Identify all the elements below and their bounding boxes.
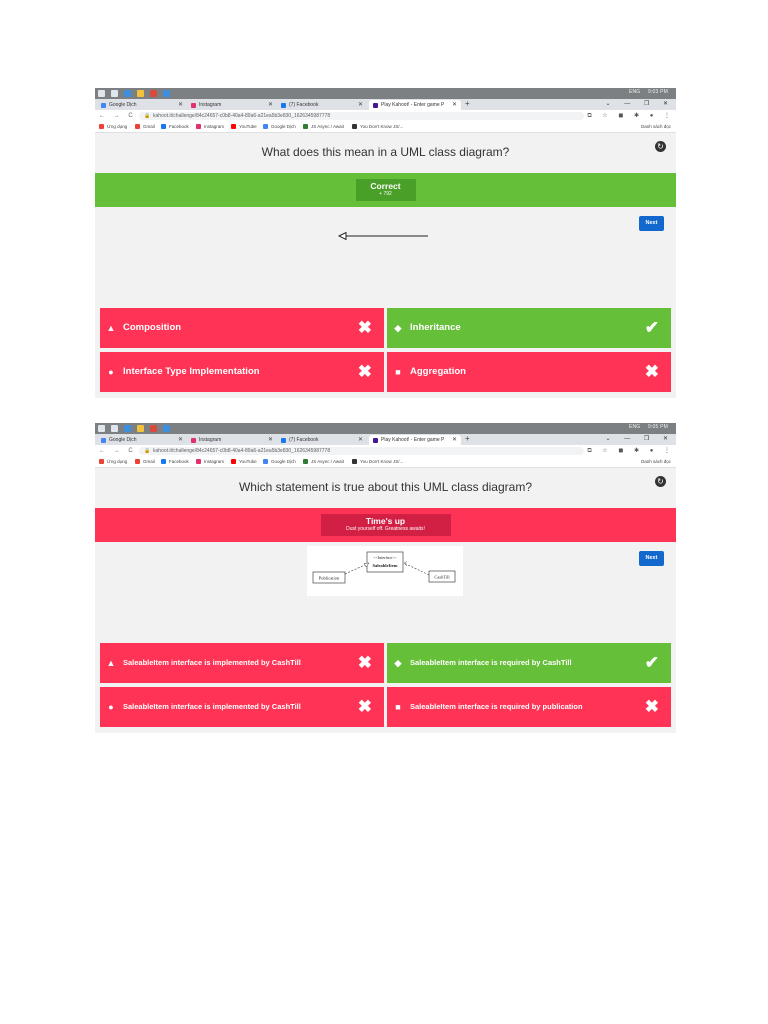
answer-label: Aggregation	[410, 366, 466, 377]
answer-label: SaleableItem interface is required by CashTill	[410, 658, 572, 667]
file-explorer-icon[interactable]	[137, 90, 144, 97]
answer-option[interactable]	[387, 687, 671, 727]
bookmark-facebook[interactable]	[161, 122, 189, 132]
w3-icon	[303, 459, 308, 464]
bookmark-label: Instagram	[204, 124, 225, 129]
result-pill	[321, 514, 451, 536]
uml-diagram-image	[307, 546, 463, 596]
address-bar-row	[95, 110, 676, 122]
url-text: kahoot.it/challenge/84c24657-c0b8-40a4-89a6-a21ea5b3e830_1626345987778	[153, 113, 331, 119]
gmail-icon	[135, 124, 140, 129]
question-title: Which statement is true about this UML class diagram?	[238, 480, 532, 494]
instagram-icon	[191, 103, 196, 108]
browser-tab-active[interactable]	[369, 435, 461, 445]
facebook-icon	[161, 124, 166, 129]
bookmark-star-icon[interactable]: ☆	[602, 448, 608, 454]
question-title: What does this mean in a UML class diagram?	[261, 145, 510, 159]
windows-start-icon[interactable]	[98, 425, 105, 432]
answer-label: Inheritance	[410, 322, 461, 333]
answer-option[interactable]	[387, 308, 671, 348]
apps-grid-icon	[99, 459, 104, 464]
bookmarks-bar	[95, 122, 676, 133]
tab-label: Play Kahoot! - Enter game P	[381, 437, 445, 443]
facebook-icon	[161, 459, 166, 464]
bookmark-label: YouTube	[239, 124, 257, 129]
check-icon: ✔	[644, 318, 659, 337]
minimize-button[interactable]: —	[624, 101, 631, 107]
tab-label: Google Dịch	[109, 102, 137, 108]
cross-icon: ✖	[644, 697, 659, 716]
bookmark-label: Instagram	[204, 459, 225, 464]
bookmark-label: YouTube	[239, 459, 257, 464]
language-indicator[interactable]: ENG	[628, 89, 641, 95]
bookmark-apps[interactable]	[99, 457, 127, 467]
w3-icon	[303, 124, 308, 129]
maximize-button[interactable]: ❐	[643, 101, 650, 107]
reading-list[interactable]	[641, 122, 671, 132]
os-taskbar	[95, 88, 676, 99]
edge-icon[interactable]	[163, 425, 170, 432]
menu-icon[interactable]: ⋮	[664, 113, 670, 119]
translate-icon[interactable]: ⧉	[587, 448, 592, 454]
system-tray	[623, 424, 668, 430]
reading-list-label: Danh sách đọc	[640, 459, 671, 464]
lock-icon[interactable]: 🔒	[144, 113, 151, 119]
screenshot-2	[95, 423, 676, 733]
chrome-icon[interactable]	[150, 425, 157, 432]
menu-icon[interactable]: ⋮	[664, 448, 670, 454]
triangle-icon: ▲	[106, 323, 116, 333]
edge-icon[interactable]	[163, 90, 170, 97]
bookmark-label: You Don't Know JS/...	[360, 124, 404, 129]
bookmark-label: Google Dịch	[271, 459, 296, 464]
puzzle-icon[interactable]: ✱	[634, 448, 640, 454]
answer-label: SaleableItem interface is implemented by CashTill	[123, 702, 301, 711]
browser-tab[interactable]	[97, 100, 187, 110]
lock-icon[interactable]: 🔒	[144, 448, 151, 454]
result-points: + 792	[379, 191, 392, 197]
forward-button[interactable]: →	[113, 113, 120, 119]
close-window-button[interactable]: ✕	[662, 101, 668, 107]
next-button[interactable]: Next	[639, 216, 664, 231]
bookmark-label: Google Dịch	[271, 124, 296, 129]
result-title: Correct	[370, 181, 401, 191]
bookmark-label: Facebook	[169, 124, 189, 129]
browser-tab-active[interactable]	[369, 100, 461, 110]
diamond-icon: ◆	[394, 323, 402, 333]
bookmark-star-icon[interactable]: ☆	[602, 113, 608, 119]
task-view-icon[interactable]	[124, 90, 131, 97]
back-button[interactable]: ←	[99, 113, 105, 119]
cross-icon: ✖	[357, 362, 372, 381]
tab-label: Play Kahoot! - Enter game P	[381, 102, 445, 108]
github-icon	[352, 124, 357, 129]
bookmark-js-async[interactable]	[303, 457, 344, 467]
maximize-button[interactable]: ❐	[643, 436, 650, 442]
bookmark-label: Gmail	[143, 459, 155, 464]
translate-icon[interactable]: ⧉	[587, 113, 592, 119]
new-tab-button[interactable]: +	[465, 434, 470, 443]
browser-tab[interactable]	[187, 435, 277, 445]
close-tab-icon[interactable]: ✕	[177, 102, 183, 108]
close-tab-icon[interactable]: ✕	[177, 437, 183, 443]
instagram-icon	[196, 124, 201, 129]
result-pill	[356, 179, 416, 201]
bookmark-gmail[interactable]	[135, 457, 155, 467]
close-window-button[interactable]: ✕	[662, 436, 668, 442]
check-icon: ✔	[644, 653, 659, 672]
instagram-icon	[191, 438, 196, 443]
minimize-button[interactable]: —	[624, 436, 631, 442]
extension-icon[interactable]: ◼	[618, 448, 624, 454]
result-title: Time's up	[365, 516, 406, 526]
new-tab-button[interactable]: +	[465, 99, 470, 108]
language-indicator[interactable]: ENG	[628, 424, 641, 430]
file-explorer-icon[interactable]	[137, 425, 144, 432]
browser-tab[interactable]	[277, 100, 367, 110]
tab-label: (7) Facebook	[289, 437, 319, 443]
tab-search-icon[interactable]: ⌄	[605, 436, 611, 442]
settings-icon[interactable]: ↻	[655, 476, 666, 487]
answer-option[interactable]	[100, 352, 384, 392]
tab-search-icon[interactable]: ⌄	[605, 101, 611, 107]
tab-label: Instagram	[199, 102, 222, 108]
bookmark-instagram[interactable]	[196, 122, 224, 132]
tab-label: (7) Facebook	[289, 102, 319, 108]
cross-icon: ✖	[357, 318, 372, 337]
google-translate-icon	[263, 459, 268, 464]
bookmark-ydkjs[interactable]	[352, 122, 403, 132]
arrow-triangle-head	[339, 233, 346, 240]
address-bar-row	[95, 445, 676, 457]
reading-list[interactable]	[641, 457, 671, 467]
dependency-line	[404, 563, 429, 575]
reload-button[interactable]: C	[128, 448, 133, 454]
window-controls	[594, 99, 668, 110]
kahoot-icon	[373, 103, 378, 108]
window-controls	[594, 434, 668, 445]
url-field[interactable]	[139, 447, 584, 455]
inheritance-arrow-image	[338, 230, 430, 242]
close-tab-icon[interactable]: ✕	[267, 437, 273, 443]
system-tray	[623, 89, 668, 95]
google-translate-icon	[101, 438, 106, 443]
bookmark-js-async[interactable]	[303, 122, 344, 132]
answer-option[interactable]	[100, 643, 384, 683]
instagram-icon	[196, 459, 201, 464]
search-icon[interactable]	[111, 90, 118, 97]
youtube-icon	[231, 124, 236, 129]
answer-label: Composition	[123, 322, 182, 333]
extension-icon[interactable]: ◼	[618, 113, 624, 119]
answer-label: SaleableItem interface is required by publication	[410, 702, 583, 711]
os-taskbar	[95, 423, 676, 434]
circle-icon: ●	[108, 367, 114, 377]
result-banner	[95, 173, 676, 207]
cross-icon: ✖	[644, 362, 659, 381]
browser-tabbar	[95, 99, 676, 110]
apps-grid-icon	[99, 124, 104, 129]
task-view-icon[interactable]	[124, 425, 131, 432]
circle-icon: ●	[108, 702, 114, 712]
interface-stereotype: <<Interface>>	[373, 555, 397, 560]
bookmark-apps[interactable]	[99, 122, 127, 132]
bookmarks-bar	[95, 457, 676, 468]
bookmark-youtube[interactable]	[231, 457, 257, 467]
bookmark-youtube[interactable]	[231, 122, 257, 132]
profile-avatar[interactable]: ●	[649, 113, 654, 119]
bookmark-instagram[interactable]	[196, 457, 224, 467]
interface-name: SaleableItem	[372, 563, 398, 568]
answer-label: Interface Type Implementation	[123, 366, 260, 377]
cross-icon: ✖	[357, 653, 372, 672]
bookmark-google-translate[interactable]	[263, 122, 296, 132]
back-button[interactable]: ←	[99, 448, 105, 454]
url-field[interactable]	[139, 112, 584, 120]
reading-list-label: Danh sách đọc	[640, 124, 671, 129]
triangle-icon: ▲	[106, 658, 116, 668]
square-icon: ■	[395, 367, 401, 377]
diamond-icon: ◆	[394, 658, 402, 668]
close-tab-icon[interactable]: ✕	[451, 437, 457, 443]
windows-start-icon[interactable]	[98, 90, 105, 97]
bookmark-google-translate[interactable]	[263, 457, 296, 467]
browser-tab[interactable]	[97, 435, 187, 445]
browser-tab[interactable]	[187, 100, 277, 110]
bookmark-gmail[interactable]	[135, 122, 155, 132]
square-icon: ■	[395, 702, 401, 712]
profile-avatar[interactable]: ●	[649, 448, 654, 454]
bookmark-label: Gmail	[143, 124, 155, 129]
screenshot-1	[95, 88, 676, 398]
browser-tab[interactable]	[277, 435, 367, 445]
cashtill-label: CashTill	[434, 574, 450, 580]
facebook-icon	[281, 103, 286, 108]
bookmark-label: JS Async / Await	[311, 459, 344, 464]
bookmark-label: Facebook	[169, 459, 189, 464]
settings-icon[interactable]: ↻	[655, 141, 666, 152]
clock[interactable]: 9:03 PM	[647, 89, 668, 95]
answer-option[interactable]	[100, 308, 384, 348]
bookmark-label: Ứng dụng	[107, 459, 128, 464]
forward-button[interactable]: →	[113, 448, 120, 454]
answer-option[interactable]	[387, 643, 671, 683]
youtube-icon	[231, 459, 236, 464]
puzzle-icon[interactable]: ✱	[634, 113, 640, 119]
bookmark-label: You Don't Know JS/...	[360, 459, 404, 464]
close-tab-icon[interactable]: ✕	[357, 102, 363, 108]
answer-option[interactable]	[387, 352, 671, 392]
gmail-icon	[135, 459, 140, 464]
bookmark-facebook[interactable]	[161, 457, 189, 467]
tab-label: Instagram	[199, 437, 222, 443]
tab-label: Google Dịch	[109, 437, 137, 443]
bookmark-label: Ứng dụng	[107, 124, 128, 129]
facebook-icon	[281, 438, 286, 443]
close-tab-icon[interactable]: ✕	[357, 437, 363, 443]
answer-label: SaleableItem interface is implemented by CashTill	[123, 658, 301, 667]
close-tab-icon[interactable]: ✕	[267, 102, 273, 108]
google-translate-icon	[263, 124, 268, 129]
close-tab-icon[interactable]: ✕	[451, 102, 457, 108]
next-button[interactable]: Next	[639, 551, 664, 566]
answer-option[interactable]	[100, 687, 384, 727]
google-translate-icon	[101, 103, 106, 108]
github-icon	[352, 459, 357, 464]
bookmark-label: JS Async / Await	[311, 124, 344, 129]
result-message: Dust yourself off. Greatness awaits!	[346, 526, 425, 532]
publication-label: Publication	[318, 575, 340, 581]
search-icon[interactable]	[111, 425, 118, 432]
url-text: kahoot.it/challenge/84c24657-c0b8-40a4-89a6-a21ea5b3e830_1626345987778	[153, 448, 331, 454]
result-banner	[95, 508, 676, 542]
kahoot-icon	[373, 438, 378, 443]
bookmark-ydkjs[interactable]	[352, 457, 403, 467]
clock[interactable]: 9:05 PM	[647, 424, 668, 430]
cross-icon: ✖	[357, 697, 372, 716]
reload-button[interactable]: C	[128, 113, 133, 119]
browser-tabbar	[95, 434, 676, 445]
chrome-icon[interactable]	[150, 90, 157, 97]
